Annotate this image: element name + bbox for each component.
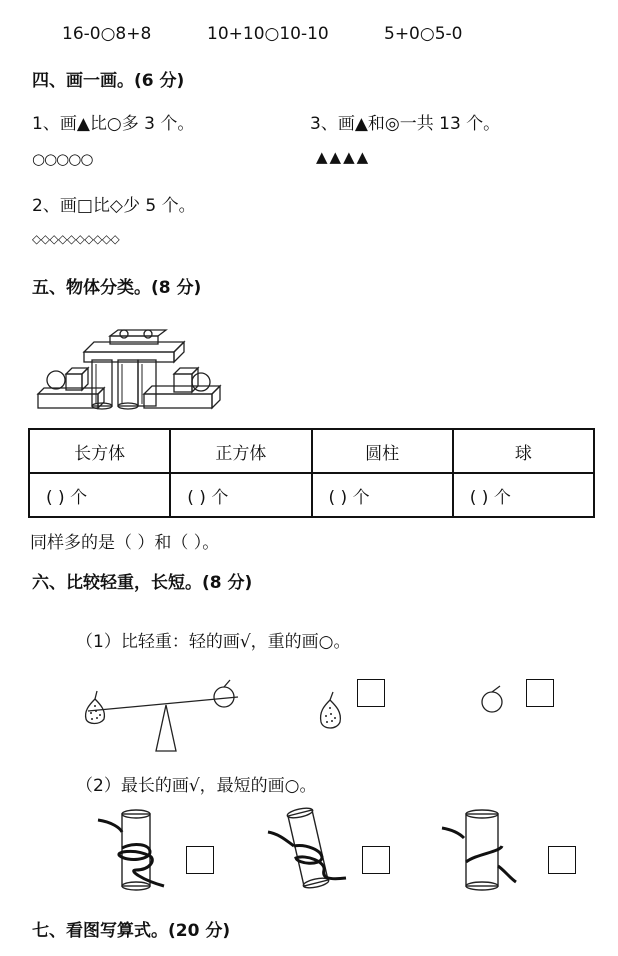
- section6-header: 六、比较轻重，长短。(8 分): [32, 573, 253, 593]
- compare-expression-2: 10+10○10-10: [207, 24, 329, 44]
- cylinder-string-3: [440, 808, 530, 898]
- classification-table: [28, 428, 595, 518]
- section4-header: 四、画一画。(6 分): [32, 71, 185, 91]
- apple-icon: [478, 684, 510, 716]
- table-header-sphere: 球: [453, 429, 594, 473]
- section4-q3-triangles: ▲▲▲▲: [316, 148, 371, 166]
- answer-box-pear[interactable]: [357, 679, 385, 707]
- same-count-question: 同样多的是（ ）和（ ）。: [30, 533, 220, 553]
- pear-icon: [316, 690, 346, 732]
- table-answer-cube[interactable]: ( ) 个: [170, 473, 311, 517]
- section4-q1-circles: ○○○○○: [32, 150, 93, 168]
- building-blocks-illustration: [34, 308, 229, 413]
- section5-header: 五、物体分类。(8 分): [32, 278, 202, 298]
- table-header-cylinder: 圆柱: [312, 429, 453, 473]
- answer-box-cylinder-1[interactable]: [186, 846, 214, 874]
- table-header-cuboid: 长方体: [29, 429, 170, 473]
- section4-q1: 1、画▲比○多 3 个。: [32, 114, 195, 134]
- answer-box-cylinder-3[interactable]: [548, 846, 576, 874]
- answer-box-cylinder-2[interactable]: [362, 846, 390, 874]
- section4-q2: 2、画□比◇少 5 个。: [32, 196, 196, 216]
- answer-box-apple[interactable]: [526, 679, 554, 707]
- section6-q1: （1）比轻重：轻的画√，重的画○。: [76, 632, 351, 652]
- cylinder-string-2: [266, 806, 366, 896]
- compare-expression-3: 5+0○5-0: [384, 24, 463, 44]
- table-header-cube: 正方体: [170, 429, 311, 473]
- table-answer-sphere[interactable]: ( ) 个: [453, 473, 594, 517]
- balance-scale-illustration: [78, 675, 248, 755]
- table-answer-cylinder[interactable]: ( ) 个: [312, 473, 453, 517]
- section4-q3: 3、画▲和◎一共 13 个。: [310, 114, 501, 134]
- table-answer-cuboid[interactable]: ( ) 个: [29, 473, 170, 517]
- section6-q2: （2）最长的画√，最短的画○。: [76, 776, 317, 796]
- section4-q2-diamonds: ◇◇◇◇◇◇◇◇◇◇: [32, 232, 120, 246]
- cylinder-string-1: [94, 808, 184, 898]
- section7-header: 七、看图写算式。(20 分): [32, 921, 231, 941]
- compare-expression-1: 16-0○8+8: [62, 24, 152, 44]
